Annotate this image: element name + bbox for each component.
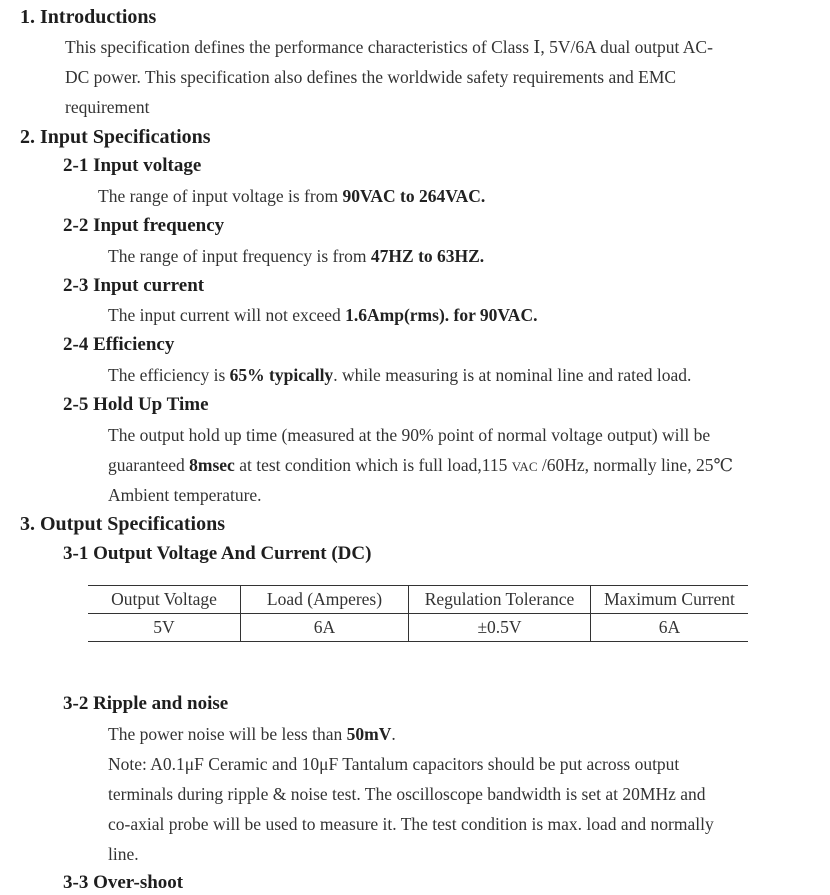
- input-frequency-text: The range of input frequency is from 47HZ to 63HZ.: [108, 246, 485, 266]
- hold-up-line-2: guaranteed 8msec at test condition which is full load,115 VAC /60Hz, normally line, 25℃: [108, 455, 734, 475]
- table-row: [88, 614, 748, 642]
- section-1-heading: 1. Introductions: [20, 6, 157, 28]
- intro-line-3: requirement: [65, 97, 150, 117]
- input-voltage-heading: 2-1 Input voltage: [63, 155, 202, 176]
- cell-output-voltage: 5V: [88, 614, 241, 642]
- col-load: Load (Amperes): [241, 586, 409, 614]
- section-3-heading: 3. Output Specifications: [20, 513, 226, 535]
- hold-up-line-3: Ambient temperature.: [108, 485, 262, 505]
- hold-up-line-1: The output hold up time (measured at the 90% point of normal voltage output) will be: [108, 425, 711, 445]
- ripple-note-line-3: co-axial probe will be used to measure it. The test condition is max. load and normally: [108, 814, 714, 834]
- col-output-voltage: Output Voltage: [88, 586, 241, 614]
- efficiency-value: 65% typically: [229, 365, 334, 385]
- ripple-noise-text: The power noise will be less than 50mV.: [108, 724, 396, 744]
- input-voltage-range: 90VAC to 264VAC.: [342, 186, 486, 206]
- input-current-heading: 2-3 Input current: [63, 275, 205, 296]
- cell-load: 6A: [241, 614, 409, 642]
- ripple-note-line-4: line.: [108, 844, 139, 864]
- ripple-note-line-1: Note: A0.1μF Ceramic and 10μF Tantalum capacitors should be put across output: [108, 754, 680, 774]
- col-regulation-tolerance: Regulation Tolerance: [409, 586, 591, 614]
- input-frequency-heading: 2-2 Input frequency: [63, 215, 225, 236]
- input-frequency-range: 47HZ to 63HZ.: [370, 246, 485, 266]
- efficiency-heading: 2-4 Efficiency: [63, 334, 175, 355]
- ripple-note-line-2: terminals during ripple & noise test. The oscilloscope bandwidth is set at 20MHz and: [108, 784, 706, 804]
- over-shoot-heading: 3-3 Over-shoot: [63, 872, 184, 893]
- efficiency-text: The efficiency is 65% typically. while measuring is at nominal line and rated load.: [108, 365, 692, 385]
- input-current-value: 1.6Amp(rms). for 90VAC.: [345, 305, 538, 325]
- hold-up-value: 8msec: [189, 455, 235, 475]
- col-maximum-current: Maximum Current: [591, 586, 749, 614]
- ripple-noise-heading: 3-2 Ripple and noise: [63, 693, 229, 714]
- output-voltage-current-heading: 3-1 Output Voltage And Current (DC): [63, 543, 372, 564]
- intro-line-1: This specification defines the performance characteristics of Class Ⅰ, 5V/6A dual output AC-: [65, 37, 713, 57]
- table-header-row: [88, 586, 748, 614]
- input-voltage-text: The range of input voltage is from 90VAC to 264VAC.: [98, 186, 486, 206]
- cell-regulation-tolerance: ±0.5V: [409, 614, 591, 642]
- output-spec-table: [88, 585, 748, 642]
- hold-up-time-heading: 2-5 Hold Up Time: [63, 394, 209, 415]
- section-2-heading: 2. Input Specifications: [20, 126, 211, 148]
- intro-line-2: DC power. This specification also defines the worldwide safety requirements and EMC: [65, 67, 677, 87]
- input-current-text: The input current will not exceed 1.6Amp(rms). for 90VAC.: [108, 305, 538, 325]
- ripple-noise-value: 50mV: [346, 724, 392, 744]
- cell-maximum-current: 6A: [591, 614, 749, 642]
